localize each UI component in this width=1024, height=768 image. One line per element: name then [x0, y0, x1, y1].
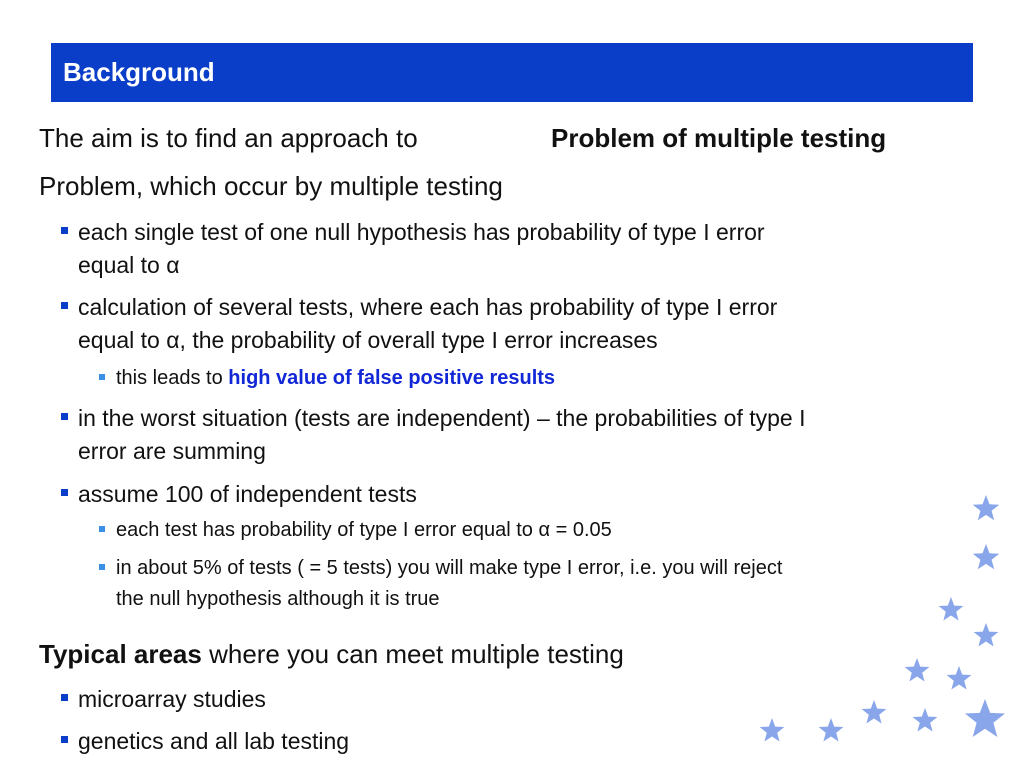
slide-title-bar [51, 43, 973, 102]
star-icon [965, 699, 1005, 737]
area-item-microarray: microarray studies [78, 686, 266, 712]
bullet-square-icon [61, 736, 68, 743]
slide-title: Background [63, 57, 215, 87]
bullet4-sub1: each test has probability of type I error equal to α = 0.05 [116, 519, 612, 541]
star-icon [862, 700, 887, 724]
bullet3-line1: in the worst situation (tests are independent) – the probabilities of type I [78, 405, 806, 431]
bullet2-sub [116, 367, 555, 390]
bullet4-sub2-line1: in about 5% of tests ( = 5 tests) you will make type I error, i.e. you will reject [116, 557, 783, 579]
star-icon [913, 708, 938, 732]
intro-line [39, 123, 418, 154]
star-icon [973, 544, 1000, 569]
bullet-square-icon [61, 302, 68, 309]
bullet4-sub2-line2: the null hypothesis although it is true [116, 588, 440, 610]
star-icon [905, 658, 930, 682]
intro-emphasis: Problem of multiple testing [551, 123, 887, 153]
sub-bullet-square-icon [99, 564, 105, 570]
star-icon [819, 718, 844, 742]
intro-text: The aim is to find an approach to [39, 123, 418, 153]
bullet1-line2: equal to α [78, 252, 180, 278]
bullet-square-icon [61, 694, 68, 701]
bullet-square-icon [61, 227, 68, 234]
bullet-square-icon [61, 413, 68, 420]
sub-bullet-square-icon [99, 374, 105, 380]
star-icon [760, 718, 785, 742]
bullet2-line1: calculation of several tests, where each has probability of type I error [78, 294, 778, 320]
typical-emphasis: Typical areas [39, 639, 202, 669]
bullet4-text: assume 100 of independent tests [78, 481, 417, 507]
bullet2-line2: equal to α, the probability of overall type I error increases [78, 327, 658, 353]
bullet-square-icon [61, 489, 68, 496]
area-item-genetics: genetics and all lab testing [78, 728, 350, 754]
bullet1-line1: each single test of one null hypothesis has probability of type I error [78, 219, 765, 245]
sub-bullet-square-icon [99, 526, 105, 532]
bullet2-sub-emphasis: high value of false positive results [228, 367, 556, 389]
bullet3-line2: error are summing [78, 438, 266, 464]
typical-heading [39, 639, 624, 670]
star-icon [939, 597, 964, 621]
star-icon [973, 495, 1000, 520]
bullet2-sub-text: this leads to [116, 367, 223, 389]
star-icon [974, 623, 999, 647]
star-icon [947, 666, 972, 690]
typical-text: where you can meet multiple testing [209, 639, 624, 669]
problem-heading: Problem, which occur by multiple testing [39, 171, 503, 201]
